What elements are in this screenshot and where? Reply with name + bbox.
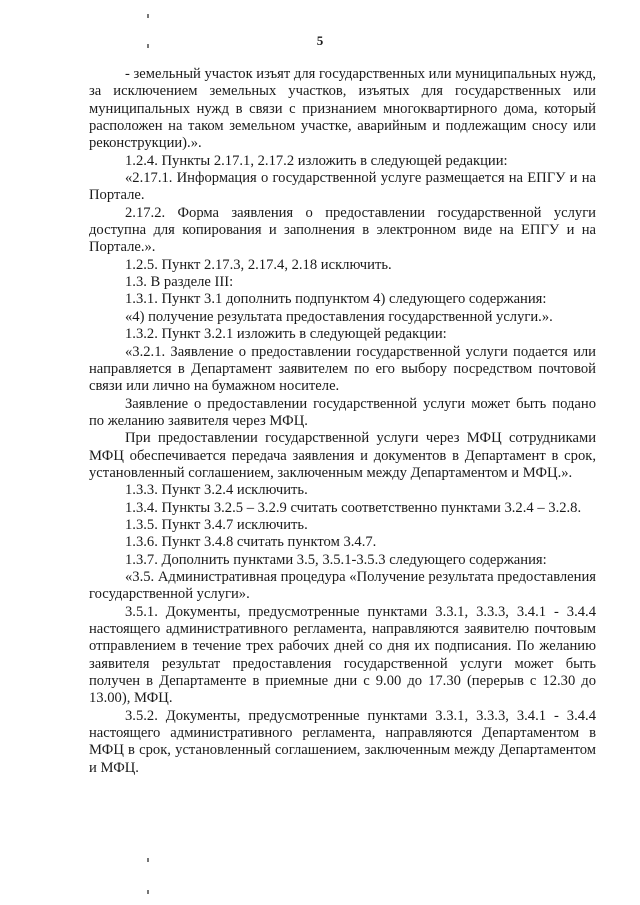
- paragraph: 3.5.2. Документы, предусмотренные пунктами 3.3.1, 3.3.3, 3.4.1 - 3.4.4 настоящего административного регламента, направляются Департаментом в МФЦ в срок, установленный соглашением, заключенным между Департаментом и МФЦ.: [89, 707, 596, 776]
- paragraph: - земельный участок изъят для государственных или муниципальных нужд, за исключением земельных участков, изъятых для государственных или муниципальных нужд в связи с признанием многоквартирного дома, который расположен на таком земельном участке, аварийным и подлежащим сносу или реконструкции).».: [89, 66, 596, 152]
- paragraph: 1.3.5. Пункт 3.4.7 исключить.: [125, 516, 308, 533]
- paragraph: «2.17.1. Информация о государственной услуге размещается на ЕПГУ и на Портале.: [89, 170, 596, 204]
- paragraph: 1.3.3. Пункт 3.2.4 исключить.: [125, 482, 308, 499]
- scan-mark-bottom-low: [147, 890, 149, 894]
- paragraph: 2.17.2. Форма заявления о предоставлении государственной услуги доступна для копирования и заполнения в электронном виде на ЕПГУ и на Портале.».: [89, 204, 596, 256]
- paragraph: 3.5.1. Документы, предусмотренные пунктами 3.3.1, 3.3.3, 3.4.1 - 3.4.4 настоящего административного регламента, направляются заявителю почтовым отправлением в течение трех рабочих дней со дня их подписания. По желанию заявителя результат предоставления государственной услуги может быть получен в Департаменте в приемные дни с 9.00 до 17.30 (перерыв с 12.30 до 13.00), МФЦ.: [89, 603, 596, 707]
- scan-mark-bottom: [147, 858, 149, 862]
- paragraph: Заявление о предоставлении государственной услуги может быть подано по желанию заявителя через МФЦ.: [89, 395, 596, 429]
- paragraph: При предоставлении государственной услуги через МФЦ сотрудниками МФЦ обеспечивается передача заявления и документов в Департамент в срок, установленный соглашением, заключенным между Департаментом и МФЦ.».: [89, 430, 596, 481]
- document-body: [89, 66, 596, 777]
- page-number: 5: [316, 33, 324, 48]
- paragraph: 1.3.1. Пункт 3.1 дополнить подпунктом 4) следующего содержания:: [125, 291, 547, 308]
- paragraph: 1.3.2. Пункт 3.2.1 изложить в следующей редакции:: [125, 326, 447, 343]
- paragraph: 1.3.4. Пункты 3.2.5 – 3.2.9 считать соответственно пунктами 3.2.4 – 3.2.8.: [125, 499, 582, 516]
- paragraph: «3.2.1. Заявление о предоставлении государственной услуги подается или направляется в Департамент заявителем по его выбору посредством почтовой связи или лично на бумажном носителе.: [89, 343, 596, 395]
- paragraph: «4) получение результата предоставления государственной услуги.».: [125, 308, 553, 325]
- paragraph: 1.3.6. Пункт 3.4.8 считать пунктом 3.4.7.: [125, 534, 377, 551]
- paragraph: 1.3. В разделе III:: [125, 274, 234, 291]
- paragraph: «3.5. Административная процедура «Получение результата предоставления государственной услуги».: [89, 568, 596, 603]
- scan-mark-top: [147, 14, 149, 18]
- paragraph: 1.3.7. Дополнить пунктами 3.5, 3.5.1-3.5.3 следующего содержания:: [125, 551, 547, 568]
- paragraph: 1.2.4. Пункты 2.17.1, 2.17.2 изложить в следующей редакции:: [125, 152, 508, 169]
- paragraph: 1.2.5. Пункт 2.17.3, 2.17.4, 2.18 исключить.: [125, 256, 392, 273]
